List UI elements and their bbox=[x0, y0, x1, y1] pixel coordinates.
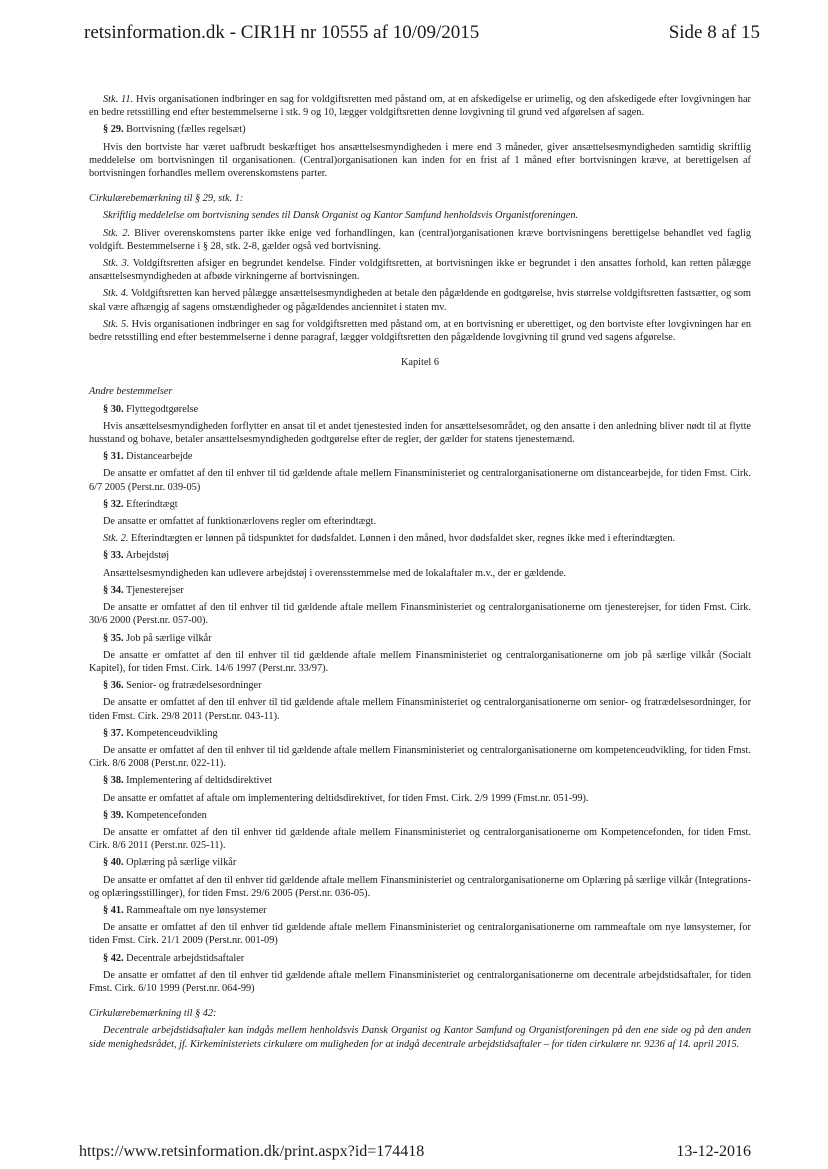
paragraph-stk-4 bbox=[89, 287, 751, 313]
paragraph: De ansatte er omfattet af den til enhver tid gældende aftale mellem Finansministeriet og centralorganisationerne om Kompetencefonden, for tiden Fmst. Cirk. 8/6 2011 (Perst.nr. 025-11). bbox=[89, 826, 751, 852]
circular-note-text: Decentrale arbejdstidsaftaler kan indgås mellem henholdsvis Dansk Organist og Kantor Samfund og Organistforeningen på den ene side og på den anden side menighedsrådet, jf. Kirkeministeriets cirkulære om muligheden for at indgå decentrale arbejdstidsaftaler – for tiden cirkulære nr. 9236 af 14. april 2015. bbox=[89, 1025, 751, 1050]
section-number: § 35. bbox=[103, 632, 124, 644]
stk-label: Stk. 4. bbox=[103, 288, 129, 300]
section-title: Bortvisning (fælles regelsæt) bbox=[123, 124, 246, 136]
chapter-subtitle: Andre bestemmelser bbox=[89, 386, 173, 398]
paragraph: Ansættelsesmyndigheden kan udlevere arbejdstøj i overensstemmelse med de lokalaftaler m.v., der er gældende. bbox=[103, 567, 567, 579]
paragraph: Hvis ansættelsesmyndigheden forflytter en ansat til et andet tjenestested inden for ansættelsesområdet, og den ansatte i den anledning bliver nødt til at flytte husstand og bohave, betaler ansættelsesmyndigheden godtgørelse efter de regler, der gælder for statens tjenestemænd. bbox=[89, 420, 751, 446]
section-number: § 40. bbox=[103, 857, 124, 869]
section-number: § 31. bbox=[103, 451, 124, 463]
section-number: § 38. bbox=[103, 775, 124, 787]
paragraph: De ansatte er omfattet af den til enhver til tid gældende aftale mellem Finansministeriet og centralorganisationerne om tjenesterejser, for tiden Fmst. Cirk. 30/6 2000 (Perst.nr. 057-00). bbox=[89, 602, 751, 627]
section-title: Implementering af deltidsdirektivet bbox=[123, 775, 272, 787]
section-title: Rammeaftale om nye lønsystemer bbox=[123, 904, 267, 916]
stk-label: Stk. 5. bbox=[103, 318, 129, 330]
section-title: Tjenesterejser bbox=[123, 584, 184, 596]
section-heading-39 bbox=[103, 809, 751, 822]
paragraph-text: Bliver overenskomstens parter ikke enige ved forhandlingen, kan (central)organisationen kræve bortvisningens berettigelse behandlet ved faglig voldgift. Bestemmelserne i § 28, stk. 2-8, gælder også ved bortvisning. bbox=[89, 227, 752, 252]
paragraph: De ansatte er omfattet af aftale om implementering deltidsdirektivet, for tiden Fmst. Cirk. 2/9 1999 (Fmst.nr. 051-99). bbox=[103, 792, 589, 804]
paragraph-stk-2 bbox=[89, 532, 751, 545]
section-heading-38 bbox=[103, 774, 751, 787]
paragraph-stk-11 bbox=[89, 93, 751, 119]
page-footer bbox=[79, 1143, 751, 1165]
paragraph: De ansatte er omfattet af den til enhver til tid gældende aftale mellem Finansministeriet og centralorganisationerne om distancearbejde, for tiden Fmst. Cirk. 6/7 2005 (Perst.nr. 039-05) bbox=[89, 468, 751, 493]
paragraph-stk-5 bbox=[89, 318, 751, 344]
section-title: Flyttegodtgørelse bbox=[123, 403, 199, 415]
paragraph: De ansatte er omfattet af funktionærlovens regler om efterindtægt. bbox=[103, 516, 377, 528]
paragraph-stk-2 bbox=[89, 227, 751, 253]
stk-label: Stk. 11. bbox=[103, 94, 134, 105]
paragraph: De ansatte er omfattet af den til enhver tid gældende aftale mellem Finansministeriet og centralorganisationerne om Oplæring på særlige vilkår (Integrations- og oplæringsstillinger), for tiden Fmst. 29/6 2005 (Perst.nr. 036-05). bbox=[89, 874, 751, 899]
section-heading-35 bbox=[103, 632, 751, 645]
paragraph-text: Hvis organisationen indbringer en sag for voldgiftsretten med påstand om, at en afskedigelse er urimelig, og den afskedigede efter lovgivningen har en bedre retsstilling end efter bestemmelserne i stk. 9 og 10, lægger voldgiftsretten denne lovgivning til grund ved afgørelsen af sagen. bbox=[89, 94, 751, 119]
section-heading-36 bbox=[103, 679, 751, 692]
section-number: § 30. bbox=[103, 403, 124, 415]
footer-date: 13-12-2016 bbox=[676, 1143, 751, 1160]
page-number: Side 8 af 15 bbox=[668, 22, 760, 43]
section-number: § 33. bbox=[103, 550, 124, 562]
section-number: § 42. bbox=[103, 952, 124, 964]
footer-url: https://www.retsinformation.dk/print.aspx?id=174418 bbox=[79, 1143, 425, 1160]
chapter-heading: Kapitel 6 bbox=[400, 357, 440, 369]
section-title: Kompetencefonden bbox=[123, 809, 207, 821]
circular-note-text: Skriftlig meddelelse om bortvisning sendes til Dansk Organist og Kantor Samfund henholdsvis Organistforeningen. bbox=[103, 210, 579, 222]
page-header bbox=[84, 22, 760, 50]
section-title: Decentrale arbejdstidsaftaler bbox=[123, 952, 245, 964]
paragraph-text: Voldgiftsretten kan herved pålægge ansættelsesmyndigheden at betale den pågældende en godtgørelse, hvis størrelse voldgiftsretten fastsætter, og som skal være afhængig af sagens omstændigheder og pågældendes anciennitet i staten mv. bbox=[89, 288, 751, 313]
stk-label: Stk. 3. bbox=[103, 258, 130, 270]
paragraph: De ansatte er omfattet af den til enhver tid gældende aftale mellem Finansministeriet og centralorganisationerne om decentrale arbejdstidsaftaler, for tiden Fmst. Cirk. 6/10 1999 (Perst.nr. 064-99) bbox=[89, 969, 751, 994]
section-number: § 36. bbox=[103, 680, 124, 692]
section-title: Arbejdstøj bbox=[123, 550, 170, 562]
section-heading-34 bbox=[103, 584, 751, 597]
paragraph: De ansatte er omfattet af den til enhver til tid gældende aftale mellem Finansministeriet og centralorganisationerne om senior- og fratrædelsesordninger, for tiden Fmst. Cirk. 29/8 2011 (Perst.nr. 043-11). bbox=[89, 697, 751, 722]
section-number: § 34. bbox=[103, 584, 124, 596]
paragraph-text: Efterindtægten er lønnen på tidspunktet for dødsfaldet. Lønnen i den måned, hvor dødsfaldet sker, regnes ikke med i efterindtægten. bbox=[128, 533, 676, 545]
stk-label: Stk. 2. bbox=[103, 227, 131, 239]
section-title: Oplæring på særlige vilkår bbox=[123, 857, 237, 869]
section-number: § 32. bbox=[103, 498, 124, 510]
section-heading-41 bbox=[103, 904, 751, 917]
paragraph-text: Hvis organisationen indbringer en sag for voldgiftsretten med påstand om, at en bortvisning er uberettiget, og den bortviste efter lovgivningen har en bedre retsstilling end efter bestemmelserne i denne paragraf, lægger voldgiftsretten den pågældende lovgivning til grund ved sagens afgørelse. bbox=[89, 318, 751, 344]
section-title: Job på særlige vilkår bbox=[123, 632, 212, 644]
section-heading-33 bbox=[103, 549, 751, 562]
section-number: § 39. bbox=[103, 809, 124, 821]
section-heading-29 bbox=[103, 123, 751, 136]
stk-label: Stk. 2. bbox=[103, 533, 129, 545]
section-heading-37 bbox=[103, 727, 751, 740]
paragraph: De ansatte er omfattet af den til enhver til tid gældende aftale mellem Finansministeriet og centralorganisationerne om job på særlige vilkår (Socialt Kapitel), for tiden Fmst. Cirk. 14/6 1997 (Perst.nr. 33/97). bbox=[89, 649, 751, 674]
section-title: Kompetenceudvikling bbox=[123, 727, 218, 739]
section-number: § 41. bbox=[103, 904, 124, 916]
section-heading-30 bbox=[103, 403, 751, 416]
section-title: Distancearbejde bbox=[123, 451, 193, 463]
section-heading-31 bbox=[103, 450, 751, 463]
document-title: retsinformation.dk - CIR1H nr 10555 af 10/09/2015 bbox=[84, 22, 480, 43]
section-number: § 29. bbox=[103, 124, 124, 136]
paragraph: Hvis den bortviste har været uafbrudt beskæftiget hos ansættelsesmyndigheden i mere end 3 måneder, giver ansættelsesmyndigheden samtidig skriftlig meddelelse om bortvisningen til organisationen. (Central)organisationen kan inden for en frist af 1 måned efter bortvisningen kræve, at berettigelsen af bortvisningen forhandles mellem overenskomstens parter. bbox=[89, 141, 751, 180]
circular-note-heading: Cirkulærebemærkning til § 29, stk. 1: bbox=[89, 193, 244, 205]
section-number: § 37. bbox=[103, 727, 124, 739]
paragraph: De ansatte er omfattet af den til enhver til tid gældende aftale mellem Finansministeriet og centralorganisationerne om kompetenceudvikling, for tiden Fmst. Cirk. 8/6 2008 (Perst.nr. 022-11). bbox=[89, 744, 751, 770]
paragraph: De ansatte er omfattet af den til enhver tid gældende aftale mellem Finansministeriet og centralorganisationerne om rammeaftale om nye lønsystemer, for tiden Fmst. Cirk. 21/1 2009 (Perst.nr. 001-09) bbox=[89, 922, 751, 947]
document-body bbox=[89, 93, 751, 1055]
section-heading-42 bbox=[103, 952, 751, 965]
section-title: Senior- og fratrædelsesordninger bbox=[123, 680, 262, 692]
section-title: Efterindtægt bbox=[123, 498, 178, 510]
section-heading-32 bbox=[103, 498, 751, 511]
section-heading-40 bbox=[103, 856, 751, 869]
circular-note-heading: Cirkulærebemærkning til § 42: bbox=[89, 1008, 217, 1020]
paragraph-stk-3 bbox=[89, 257, 751, 283]
paragraph-text: Voldgiftsretten afsiger en begrundet kendelse. Finder voldgiftsretten, at bortvisningen ikke er begrundet i den ansattes forhold, kan retten pålægge ansættelsesmyndigheden at afbøde virkningerne af bortvisningen. bbox=[89, 258, 751, 283]
